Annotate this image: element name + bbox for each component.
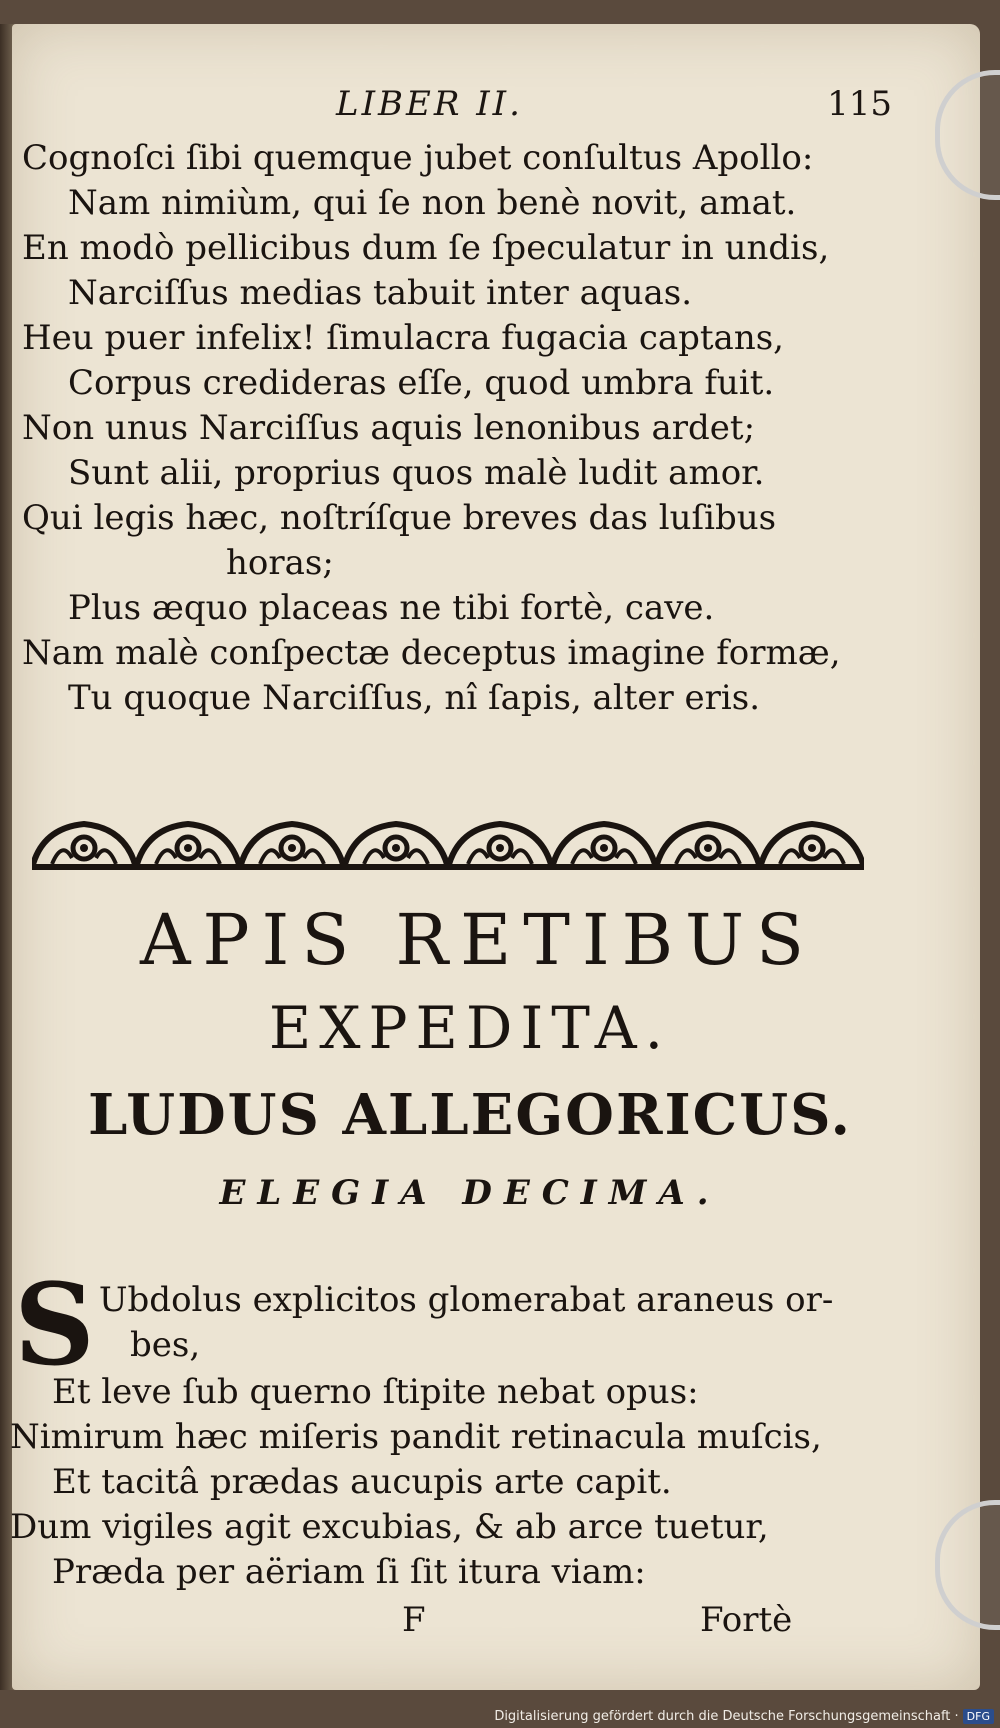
title-line-1: APIS RETIBUS <box>139 899 817 981</box>
ornament-band <box>32 818 864 874</box>
elegy-line: Et leve ſub querno ſtipite nebat opus: <box>52 1372 699 1412</box>
poem-line: Narciſſus medias tabuit inter aquas. <box>68 273 693 313</box>
poem-line: Sunt alii, proprius quos malè ludit amor. <box>68 453 765 493</box>
poem-line: Plus æquo placeas ne tibi fortè, cave. <box>68 588 715 628</box>
poem-line: En modò pellicibus dum ſe ſpeculatur in undis, <box>22 228 830 268</box>
poem-line: Heu puer infelix! ſimulacra fugacia captans, <box>22 318 784 358</box>
title-line-2: EXPEDITA. <box>268 994 672 1062</box>
digitization-credit <box>494 1709 994 1724</box>
dfg-logo-badge: DFG <box>963 1709 994 1724</box>
page-footer <box>0 1600 1000 1648</box>
credit-text: Digitalisierung gefördert durch die Deutsche Forschungsgemeinschaft · <box>494 1709 959 1724</box>
poem-line: horas; <box>226 543 334 583</box>
elegy-line: Dum vigiles agit excubias, & ab arce tuetur, <box>10 1507 769 1547</box>
signature-mark: F <box>402 1600 426 1640</box>
elegy-text <box>10 1260 900 1595</box>
poem-line: Nam malè conſpectæ deceptus imagine formæ, <box>22 633 841 673</box>
page-header <box>0 84 1000 134</box>
poem-line: Tu quoque Narciſſus, nî ſapis, alter eris. <box>68 678 761 718</box>
elegy-line: Et tacitâ prædas aucupis arte capit. <box>52 1462 672 1502</box>
poem-line: Corpus credideras eſſe, quod umbra fuit. <box>68 363 775 403</box>
elegy-line: Ubdolus explicitos glomerabat araneus or- <box>98 1280 834 1320</box>
elegy-line: Nimirum hæc miſeris pandit retinacula muſcis, <box>10 1417 822 1457</box>
page-number: 115 <box>827 84 892 124</box>
title-line-4: ELEGIA DECIMA. <box>219 1173 721 1213</box>
elegy-line: Præda per aëriam ſi ſit itura viam: <box>52 1552 646 1592</box>
poem-line: Non unus Narciſſus aquis lenonibus ardet; <box>22 408 756 448</box>
poem-title <box>0 895 940 1227</box>
running-head: LIBER II. <box>336 84 523 124</box>
poem-text <box>22 136 902 721</box>
poem-line: Cognoſci ſibi quemque jubet conſultus Apollo: <box>22 138 814 178</box>
elegy-line: bes, <box>130 1325 201 1365</box>
poem-line: Qui legis hæc, noſtríſque breves das luſibus <box>22 498 777 538</box>
drop-cap: S <box>14 1260 95 1391</box>
poem-line: Nam nimiùm, qui ſe non benè novit, amat. <box>68 183 797 223</box>
catchword: Fortè <box>700 1600 793 1640</box>
title-line-3: LUDUS ALLEGORICUS. <box>87 1082 853 1148</box>
